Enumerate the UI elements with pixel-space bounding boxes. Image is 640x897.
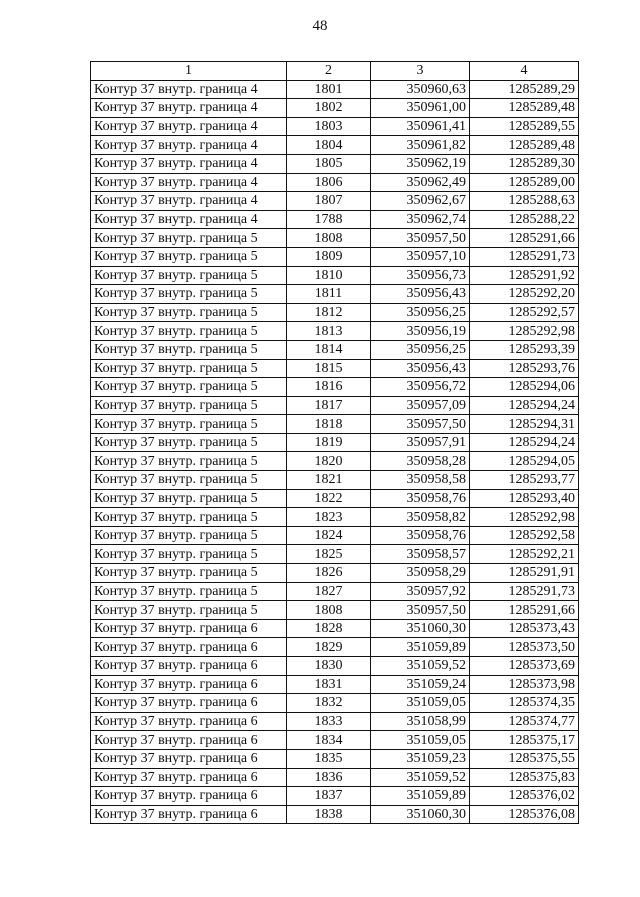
point-number-cell: 1807 [287,192,371,211]
x-coordinate-cell: 350958,58 [371,471,470,490]
point-number-cell: 1833 [287,712,371,731]
table-row [91,694,579,713]
contour-name-cell: Контур 37 внутр. граница 6 [91,768,287,787]
contour-name-cell: Контур 37 внутр. граница 5 [91,526,287,545]
table-row [91,452,579,471]
x-coordinate-cell: 351060,30 [371,805,470,824]
contour-name-cell: Контур 37 внутр. граница 4 [91,192,287,211]
contour-name-cell: Контур 37 внутр. граница 4 [91,99,287,118]
point-number-cell: 1834 [287,731,371,750]
point-number-cell: 1803 [287,117,371,136]
table-row [91,768,579,787]
coordinates-table [90,61,579,824]
y-coordinate-cell: 1285293,39 [470,340,579,359]
y-coordinate-cell: 1285293,76 [470,359,579,378]
x-coordinate-cell: 351059,52 [371,657,470,676]
point-number-cell: 1816 [287,378,371,397]
table-row [91,247,579,266]
table-row [91,787,579,806]
x-coordinate-cell: 351059,23 [371,749,470,768]
contour-name-cell: Контур 37 внутр. граница 6 [91,749,287,768]
table-row [91,285,579,304]
contour-name-cell: Контур 37 внутр. граница 5 [91,452,287,471]
y-coordinate-cell: 1285292,21 [470,545,579,564]
table-row [91,564,579,583]
table-row [91,582,579,601]
table-row [91,619,579,638]
table-row [91,322,579,341]
x-coordinate-cell: 350957,91 [371,433,470,452]
x-coordinate-cell: 350956,25 [371,303,470,322]
contour-name-cell: Контур 37 внутр. граница 5 [91,433,287,452]
y-coordinate-cell: 1285288,63 [470,192,579,211]
point-number-cell: 1806 [287,173,371,192]
contour-name-cell: Контур 37 внутр. граница 4 [91,136,287,155]
table-row [91,359,579,378]
contour-name-cell: Контур 37 внутр. граница 5 [91,322,287,341]
point-number-cell: 1836 [287,768,371,787]
table-row [91,731,579,750]
table-row [91,489,579,508]
contour-name-cell: Контур 37 внутр. граница 4 [91,210,287,229]
table-row [91,508,579,527]
table-row [91,749,579,768]
contour-name-cell: Контур 37 внутр. граница 5 [91,545,287,564]
table-row [91,136,579,155]
y-coordinate-cell: 1285289,29 [470,80,579,99]
contour-name-cell: Контур 37 внутр. граница 6 [91,712,287,731]
table-row [91,99,579,118]
point-number-cell: 1822 [287,489,371,508]
y-coordinate-cell: 1285373,98 [470,675,579,694]
contour-name-cell: Контур 37 внутр. граница 4 [91,80,287,99]
y-coordinate-cell: 1285375,55 [470,749,579,768]
y-coordinate-cell: 1285289,30 [470,154,579,173]
x-coordinate-cell: 350958,28 [371,452,470,471]
table-row [91,173,579,192]
table-row [91,526,579,545]
x-coordinate-cell: 350956,25 [371,340,470,359]
x-coordinate-cell: 350957,50 [371,601,470,620]
point-number-cell: 1804 [287,136,371,155]
point-number-cell: 1820 [287,452,371,471]
table-row [91,340,579,359]
point-number-cell: 1802 [287,99,371,118]
y-coordinate-cell: 1285375,17 [470,731,579,750]
point-number-cell: 1824 [287,526,371,545]
y-coordinate-cell: 1285373,69 [470,657,579,676]
point-number-cell: 1825 [287,545,371,564]
contour-name-cell: Контур 37 внутр. граница 5 [91,303,287,322]
contour-name-cell: Контур 37 внутр. граница 5 [91,396,287,415]
x-coordinate-cell: 351060,30 [371,619,470,638]
y-coordinate-cell: 1285294,31 [470,415,579,434]
table-row [91,415,579,434]
table-row [91,805,579,824]
table-body [91,80,579,824]
point-number-cell: 1788 [287,210,371,229]
x-coordinate-cell: 350958,29 [371,564,470,583]
table-row [91,303,579,322]
table-row [91,545,579,564]
contour-name-cell: Контур 37 внутр. граница 5 [91,247,287,266]
contour-name-cell: Контур 37 внутр. граница 4 [91,173,287,192]
table-row [91,657,579,676]
column-header-3: 3 [371,62,470,81]
y-coordinate-cell: 1285376,08 [470,805,579,824]
y-coordinate-cell: 1285373,43 [470,619,579,638]
point-number-cell: 1823 [287,508,371,527]
point-number-cell: 1819 [287,433,371,452]
table-header-row [91,62,579,81]
x-coordinate-cell: 350956,43 [371,285,470,304]
contour-name-cell: Контур 37 внутр. граница 5 [91,359,287,378]
contour-name-cell: Контур 37 внутр. граница 4 [91,154,287,173]
y-coordinate-cell: 1285293,77 [470,471,579,490]
contour-name-cell: Контур 37 внутр. граница 5 [91,508,287,527]
table-row [91,471,579,490]
y-coordinate-cell: 1285292,98 [470,508,579,527]
y-coordinate-cell: 1285291,73 [470,582,579,601]
y-coordinate-cell: 1285289,55 [470,117,579,136]
x-coordinate-cell: 350962,49 [371,173,470,192]
contour-name-cell: Контур 37 внутр. граница 6 [91,694,287,713]
page-number: 48 [312,18,328,34]
x-coordinate-cell: 350957,09 [371,396,470,415]
contour-name-cell: Контур 37 внутр. граница 5 [91,229,287,248]
point-number-cell: 1821 [287,471,371,490]
y-coordinate-cell: 1285289,00 [470,173,579,192]
x-coordinate-cell: 350962,67 [371,192,470,211]
table-row [91,675,579,694]
x-coordinate-cell: 350958,76 [371,489,470,508]
x-coordinate-cell: 350956,43 [371,359,470,378]
y-coordinate-cell: 1285291,91 [470,564,579,583]
x-coordinate-cell: 351059,89 [371,787,470,806]
y-coordinate-cell: 1285291,66 [470,601,579,620]
point-number-cell: 1832 [287,694,371,713]
point-number-cell: 1809 [287,247,371,266]
x-coordinate-cell: 350957,50 [371,415,470,434]
y-coordinate-cell: 1285294,06 [470,378,579,397]
y-coordinate-cell: 1285291,66 [470,229,579,248]
y-coordinate-cell: 1285292,98 [470,322,579,341]
y-coordinate-cell: 1285289,48 [470,99,579,118]
contour-name-cell: Контур 37 внутр. граница 6 [91,805,287,824]
point-number-cell: 1815 [287,359,371,378]
contour-name-cell: Контур 37 внутр. граница 5 [91,285,287,304]
table-row [91,433,579,452]
column-header-2: 2 [287,62,371,81]
x-coordinate-cell: 350956,72 [371,378,470,397]
x-coordinate-cell: 351059,89 [371,638,470,657]
point-number-cell: 1818 [287,415,371,434]
point-number-cell: 1837 [287,787,371,806]
point-number-cell: 1829 [287,638,371,657]
column-header-1: 1 [91,62,287,81]
point-number-cell: 1811 [287,285,371,304]
y-coordinate-cell: 1285292,57 [470,303,579,322]
y-coordinate-cell: 1285291,73 [470,247,579,266]
y-coordinate-cell: 1285289,48 [470,136,579,155]
table-row [91,210,579,229]
contour-name-cell: Контур 37 внутр. граница 6 [91,638,287,657]
point-number-cell: 1808 [287,601,371,620]
point-number-cell: 1828 [287,619,371,638]
y-coordinate-cell: 1285374,35 [470,694,579,713]
table-row [91,192,579,211]
point-number-cell: 1813 [287,322,371,341]
point-number-cell: 1826 [287,564,371,583]
y-coordinate-cell: 1285294,24 [470,433,579,452]
table-row [91,601,579,620]
table-row [91,80,579,99]
x-coordinate-cell: 350956,73 [371,266,470,285]
point-number-cell: 1817 [287,396,371,415]
x-coordinate-cell: 350957,92 [371,582,470,601]
x-coordinate-cell: 351059,24 [371,675,470,694]
x-coordinate-cell: 350961,82 [371,136,470,155]
x-coordinate-cell: 351058,99 [371,712,470,731]
point-number-cell: 1827 [287,582,371,601]
x-coordinate-cell: 351059,05 [371,694,470,713]
y-coordinate-cell: 1285294,24 [470,396,579,415]
contour-name-cell: Контур 37 внутр. граница 6 [91,731,287,750]
contour-name-cell: Контур 37 внутр. граница 5 [91,340,287,359]
column-header-4: 4 [470,62,579,81]
table-row [91,712,579,731]
point-number-cell: 1814 [287,340,371,359]
y-coordinate-cell: 1285288,22 [470,210,579,229]
x-coordinate-cell: 350962,19 [371,154,470,173]
y-coordinate-cell: 1285376,02 [470,787,579,806]
x-coordinate-cell: 350957,10 [371,247,470,266]
point-number-cell: 1801 [287,80,371,99]
x-coordinate-cell: 350960,63 [371,80,470,99]
contour-name-cell: Контур 37 внутр. граница 5 [91,266,287,285]
point-number-cell: 1831 [287,675,371,694]
y-coordinate-cell: 1285291,92 [470,266,579,285]
point-number-cell: 1808 [287,229,371,248]
table-row [91,396,579,415]
contour-name-cell: Контур 37 внутр. граница 4 [91,117,287,136]
y-coordinate-cell: 1285375,83 [470,768,579,787]
x-coordinate-cell: 350961,00 [371,99,470,118]
contour-name-cell: Контур 37 внутр. граница 5 [91,582,287,601]
table-row [91,378,579,397]
point-number-cell: 1830 [287,657,371,676]
contour-name-cell: Контур 37 внутр. граница 5 [91,415,287,434]
table-row [91,266,579,285]
x-coordinate-cell: 350962,74 [371,210,470,229]
point-number-cell: 1805 [287,154,371,173]
contour-name-cell: Контур 37 внутр. граница 5 [91,564,287,583]
table-row [91,229,579,248]
y-coordinate-cell: 1285374,77 [470,712,579,731]
contour-name-cell: Контур 37 внутр. граница 6 [91,619,287,638]
x-coordinate-cell: 350958,57 [371,545,470,564]
y-coordinate-cell: 1285292,20 [470,285,579,304]
point-number-cell: 1810 [287,266,371,285]
x-coordinate-cell: 351059,05 [371,731,470,750]
x-coordinate-cell: 351059,52 [371,768,470,787]
point-number-cell: 1812 [287,303,371,322]
y-coordinate-cell: 1285292,58 [470,526,579,545]
point-number-cell: 1838 [287,805,371,824]
contour-name-cell: Контур 37 внутр. граница 6 [91,787,287,806]
contour-name-cell: Контур 37 внутр. граница 6 [91,675,287,694]
contour-name-cell: Контур 37 внутр. граница 5 [91,471,287,490]
table-row [91,638,579,657]
table-row [91,154,579,173]
x-coordinate-cell: 350961,41 [371,117,470,136]
contour-name-cell: Контур 37 внутр. граница 5 [91,378,287,397]
x-coordinate-cell: 350956,19 [371,322,470,341]
contour-name-cell: Контур 37 внутр. граница 5 [91,489,287,508]
contour-name-cell: Контур 37 внутр. граница 5 [91,601,287,620]
y-coordinate-cell: 1285373,50 [470,638,579,657]
table-row [91,117,579,136]
contour-name-cell: Контур 37 внутр. граница 6 [91,657,287,676]
x-coordinate-cell: 350958,76 [371,526,470,545]
y-coordinate-cell: 1285294,05 [470,452,579,471]
x-coordinate-cell: 350957,50 [371,229,470,248]
x-coordinate-cell: 350958,82 [371,508,470,527]
point-number-cell: 1835 [287,749,371,768]
y-coordinate-cell: 1285293,40 [470,489,579,508]
